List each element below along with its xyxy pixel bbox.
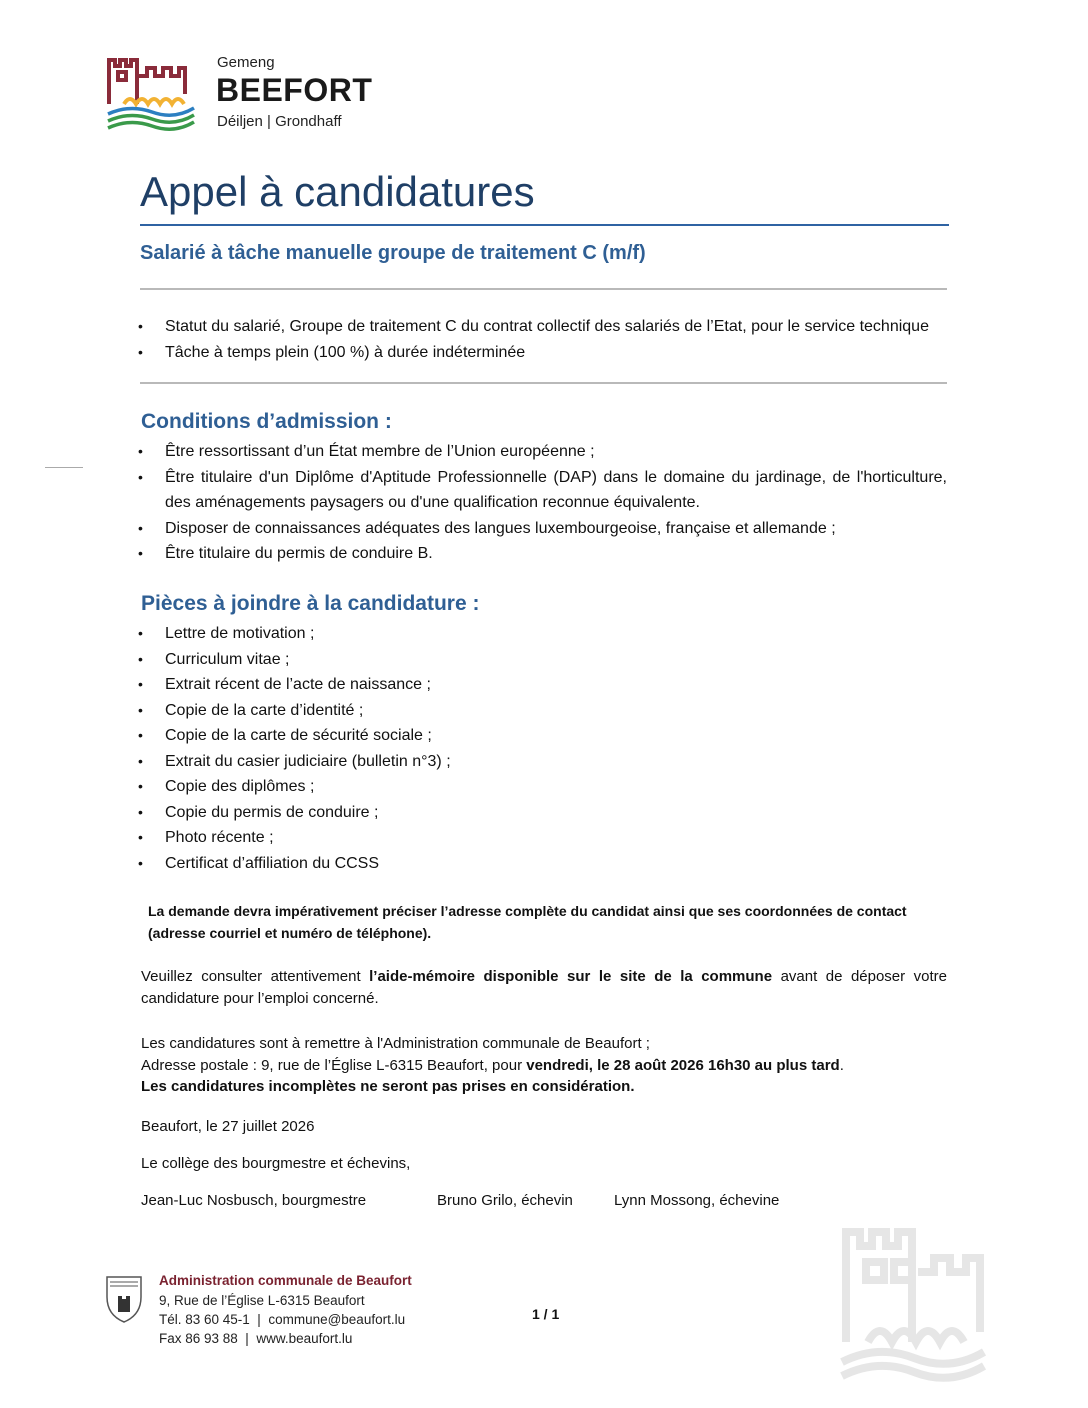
coat-of-arms-icon	[104, 1274, 144, 1324]
title-divider	[140, 224, 949, 226]
list-item: • Photo récente ;	[138, 825, 451, 851]
memo-bold: l’aide-mémoire disponible sur le site de la commune	[369, 968, 773, 985]
conditions-list	[138, 439, 947, 567]
margin-mark	[45, 467, 83, 468]
submission-line-3: Les candidatures incomplètes ne seront pas prises en considération.	[141, 1078, 635, 1095]
memo-pre: Veuillez consulter attentivement	[141, 968, 370, 985]
signatory-mayor: Jean-Luc Nosbusch, bourgmestre	[141, 1192, 367, 1209]
castle-watermark-icon	[838, 1222, 988, 1382]
submission-line-1: Les candidatures sont à remettre à l'Administration communale de Beaufort ;	[141, 1035, 650, 1052]
list-item: • Être ressortissant d’un État membre de l’Union européenne ;	[138, 439, 947, 465]
list-item: • Disposer de connaissances adéquates des langues luxembourgeoise, française et allemande ;	[138, 516, 947, 542]
conditions-title: Conditions d’admission :	[141, 410, 392, 433]
list-item: • Être titulaire d'un Diplôme d'Aptitude Professionnelle (DAP) dans le domaine du jardinage, de l'horticulture, des aménagements paysagers ou d'une qualification reconnue équivalente.	[138, 465, 947, 516]
list-item: • Extrait récent de l’acte de naissance ;	[138, 672, 451, 698]
notice-text: La demande devra impérativement préciser l’adresse complète du candidat ainsi que ses coordonnées de contact (adresse courriel et numéro de téléphone).	[148, 903, 907, 941]
divider-top	[140, 288, 947, 290]
list-item: • Lettre de motivation ;	[138, 621, 451, 647]
date-line: Beaufort, le 27 juillet 2026	[141, 1118, 315, 1135]
list-item: • Copie du permis de conduire ;	[138, 800, 451, 826]
list-item: • Copie de la carte d’identité ;	[138, 698, 451, 724]
page-number: 1 / 1	[532, 1306, 560, 1322]
list-item: • Être titulaire du permis de conduire B.	[138, 541, 947, 567]
logo-subtitle: Déiljen | Grondhaff	[217, 113, 342, 130]
college-line: Le collège des bourgmestre et échevins,	[141, 1155, 411, 1172]
submission-paragraph	[141, 1033, 947, 1098]
logo-beefort-text: BEEFORT	[216, 72, 373, 108]
footer-contact: Tél. 83 60 45-1 | commune@beaufort.lu	[159, 1312, 406, 1327]
submission-deadline: vendredi, le 28 août 2026 16h30 au plus tard	[526, 1056, 840, 1074]
memo-post: avant de déposer votre candidature pour l’emploi concerné.	[141, 968, 947, 1007]
list-item: • Copie des diplômes ;	[138, 774, 451, 800]
signatory-alderman-1: Bruno Grilo, échevin	[437, 1192, 573, 1209]
submission-line-2	[141, 1055, 947, 1077]
list-item: • Extrait du casier judiciaire (bulletin n°3) ;	[138, 749, 451, 775]
memo-paragraph	[141, 966, 947, 1009]
submission-period: .	[839, 1056, 844, 1074]
list-item: • Certificat d’affiliation du CCSS	[138, 851, 451, 877]
logo-gemeng-text: Gemeng	[217, 54, 275, 71]
list-item: • Tâche à temps plein (100 %) à durée indéterminée	[138, 340, 929, 366]
list-item: • Statut du salarié, Groupe de traitement C du contrat collectif des salariés de l’Etat, pour le service technique	[138, 314, 929, 340]
beefort-logo-icon	[104, 54, 196, 132]
submission-address: Adresse postale : 9, rue de l’Église L-6315 Beaufort, pour	[141, 1056, 527, 1074]
status-list	[138, 314, 929, 365]
signatory-alderman-2: Lynn Mossong, échevine	[614, 1192, 780, 1209]
pieces-list	[138, 621, 451, 876]
list-item: • Curriculum vitae ;	[138, 647, 451, 673]
job-subtitle: Salarié à tâche manuelle groupe de traitement C (m/f)	[140, 242, 646, 264]
list-item: • Copie de la carte de sécurité sociale ;	[138, 723, 451, 749]
footer-fax-web: Fax 86 93 88 | www.beaufort.lu	[159, 1331, 353, 1346]
page-title: Appel à candidatures	[140, 168, 535, 215]
pieces-title: Pièces à joindre à la candidature :	[141, 592, 480, 615]
footer-address: 9, Rue de l’Église L-6315 Beaufort	[159, 1293, 365, 1308]
footer-admin-name: Administration communale de Beaufort	[159, 1273, 412, 1288]
divider-bottom	[140, 382, 947, 384]
